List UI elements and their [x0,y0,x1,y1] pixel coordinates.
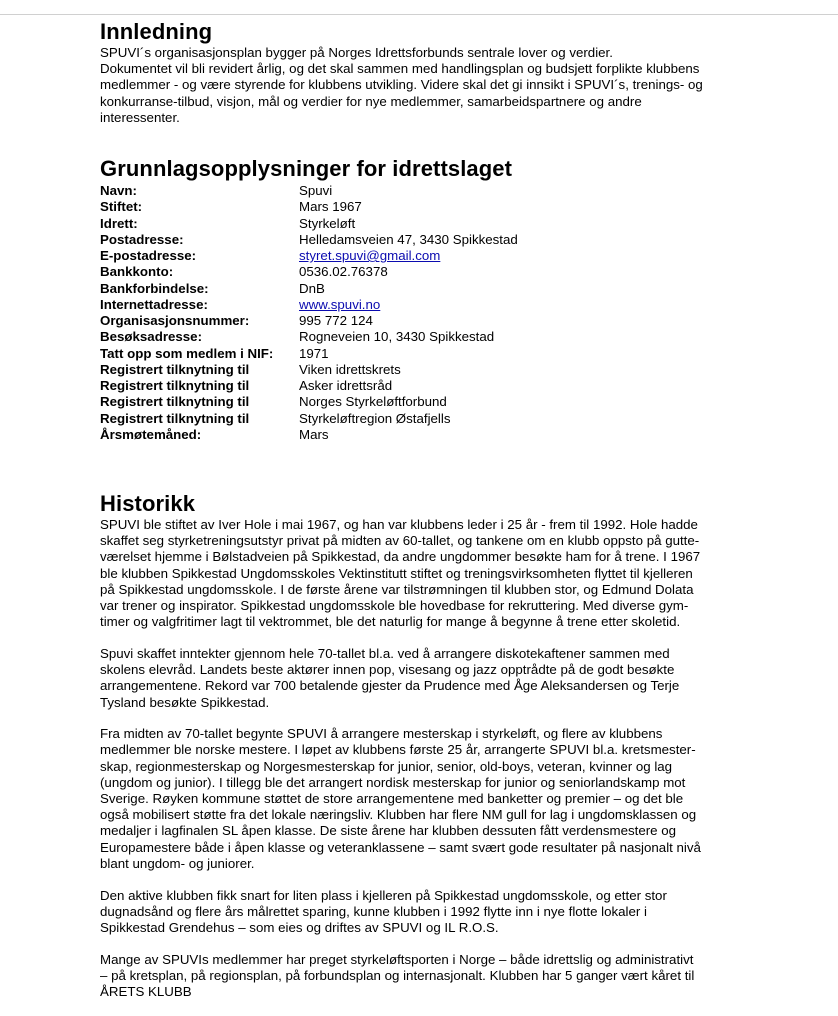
info-label: Bankforbindelse: [100,280,209,296]
section-title-intro: Innledning [100,19,213,44]
info-label: Registrert tilknytning til [100,394,250,410]
intro-line: konkurranse-tilbud, visjon, mål og verdier for nye medlemmer, samarbeidspartnere og andre [100,93,642,109]
info-value: Mars 1967 [299,199,362,215]
history-paragraph [100,888,750,937]
website-link[interactable]: www.spuvi.no [299,296,381,312]
history-line: Mange av SPUVIs medlemmer har preget styrkeløftsporten i Norge – både idrettslig og administrativt [100,951,694,967]
history-line: dugnadsånd og flere års målrettet sparing, kunne klubben i 1992 flytte inn i nye flotte lokaler i [100,903,647,919]
history-paragraph [100,952,750,1001]
info-value: Asker idrettsråd [299,378,393,394]
history-line: medaljer i lagfinalen SL åpen klasse. De siste årene har klubben dessuten fått verdensmestere og [100,823,677,839]
info-row-bank-account [100,264,750,280]
info-label: Internettadresse: [100,296,208,312]
history-line: Den aktive klubben fikk snart for liten plass i kjelleren på Spikkestad ungdomsskole, og etter stor [100,887,667,903]
section-title-info: Grunnlagsopplysninger for idrettslaget [100,156,513,182]
info-value: Norges Styrkeløftforbund [299,394,447,410]
info-label: Navn: [100,183,137,199]
history-paragraph [100,646,750,711]
info-row-annual-meeting [100,427,750,443]
info-value: Styrkeløft [299,215,356,231]
intro-line: SPUVI´s organisasjonsplan bygger på Norges Idrettsforbunds sentrale lover og verdier. [100,45,613,60]
info-label: Stiftet: [100,199,143,215]
section-title-history: Historikk [100,491,196,517]
history-line: Europamestere både i åpen klasse og veteranklassene – samt svært gode resultater på nasjonalt nivå [100,839,701,855]
info-row-affiliation [100,362,750,378]
info-row-name [100,183,750,199]
history-line: Fra midten av 70-tallet begynte SPUVI å arrangere mesterskap i styrkeløft, og flere av klubbens [100,726,663,742]
history-line: skap, regionmesterskap og Norgesmesterskap for junior, senior, old-boys, veteran, kvinner og lag [100,758,673,774]
info-row-bank [100,281,750,297]
history-line: (ungdom og junior). I tillegg ble det arrangert nordisk mesterskap for junior og seniorlandskamp mot [100,774,686,790]
info-label: Registrert tilknytning til [100,410,250,426]
email-link[interactable]: styret.spuvi@gmail.com [299,248,441,264]
history-paragraph [100,726,750,872]
history-line: arrangementene. Rekord var 700 betalende gjester da Prudence med Åge Aleksandersen og Terje [100,678,680,694]
page-top-edge [0,0,838,15]
history-line: ÅRETS KLUBB [100,984,192,1000]
history-body [100,517,750,1000]
info-value: 0536.02.76378 [299,264,388,280]
info-value: Spuvi [299,183,333,199]
history-line: Tysland besøkte Spikkestad. [100,694,270,710]
info-row-affiliation [100,378,750,394]
info-label: Idrett: [100,215,138,231]
history-line: også mobilisert støtte fra det lokale næringsliv. Klubben har flere NM gull for lag i ungdomsklassen og [100,807,697,823]
info-label: Årsmøtemåned: [100,426,202,442]
info-row-org-number [100,313,750,329]
info-label: Registrert tilknytning til [100,361,250,377]
history-line: timer og valgfritimer lagt til vektrommet, ble det naturlig for mange å begynne å trene etter skoletid. [100,614,681,630]
info-value: 1971 [299,345,329,361]
info-value: Helledamsveien 47, 3430 Spikkestad [299,231,518,247]
history-line: blant ungdom- og juniorer. [100,855,255,871]
info-label: Registrert tilknytning til [100,378,250,394]
info-row-website [100,297,750,313]
info-row-email [100,248,750,264]
info-value: Styrkeløftregion Østafjells [299,410,451,426]
info-row-affiliation [100,411,750,427]
history-line: – på kretsplan, på regionsplan, på forbundsplan og internasjonalt. Klubben har 5 ganger vært kåret til [100,967,695,983]
info-value: Viken idrettskrets [299,361,401,377]
intro-line: interessenter. [100,109,180,125]
history-line: medlemmer ble norske mestere. I løpet av klubbens første 25 år, arrangerte SPUVI bl.a. kretsmester- [100,742,696,758]
document-page [100,18,750,1016]
history-line: Spuvi skaffet inntekter gjennom hele 70-tallet bl.a. ved å arrangere diskotekaftener sammen med [100,645,670,661]
info-row-founded [100,199,750,215]
history-line: var trener og inspirator. Spikkestad ungdomsskole ble hovedbase for rekruttering. Med diverse gym- [100,598,689,614]
info-label: Bankkonto: [100,264,174,280]
info-row-postal-address [100,232,750,248]
info-value: DnB [299,280,325,296]
history-line: Spikkestad Grendehus – som eies og driftes av SPUVI og IL R.O.S. [100,919,499,935]
info-table [100,183,750,443]
history-line: SPUVI ble stiftet av Iver Hole i mai 1967, og han var klubbens leder i 25 år - frem til 1992. Hole hadde [100,517,698,533]
info-label: Tatt opp som medlem i NIF: [100,345,274,361]
history-line: skaffet seg styrketreningsutstyr privat på midten av 60-tallet, og tankene om en klubb oppsto på gutte- [100,533,700,549]
history-line: ble klubben Spikkestad Ungdomsskoles Vektinstitutt stiftet og treningsvirksomheten flyttet til kjelleren [100,565,693,581]
info-row-affiliation [100,394,750,410]
history-paragraph [100,517,750,630]
info-label: E-postadresse: [100,248,197,264]
info-label: Organisasjonsnummer: [100,313,250,329]
info-value: Mars [299,426,329,442]
history-line: på Spikkestad ungdomsskole. I de første årene var tilstrømningen til klubben stor, og Edmund Dolata [100,581,694,597]
info-value: 995 772 124 [299,313,373,329]
info-label: Postadresse: [100,231,184,247]
history-line: skolens elevråd. Landets beste aktører innen pop, visesang og jazz opptrådte på de godt besøkte [100,662,675,678]
info-row-sport [100,216,750,232]
history-line: værelset hjemme i Bølstadveien på Spikkestad, da andre ungdommer besøkte ham for å trene. I 1967 [100,549,701,565]
info-value: Rogneveien 10, 3430 Spikkestad [299,329,495,345]
intro-paragraph [100,45,750,126]
history-line: Sverige. Røyken kommune støttet de store arrangementene med banketter og premier – og det ble [100,791,684,807]
info-row-visit-address [100,329,750,345]
intro-line: Dokumentet vil bli revidert årlig, og det skal sammen med handlingsplan og budsjett forplikte klubbens [100,61,700,77]
info-row-nif-member [100,346,750,362]
intro-line: medlemmer - og være styrende for klubbens utvikling. Videre skal det gi innsikt i SPUVI´s, trenings- og [100,77,703,93]
info-label: Besøksadresse: [100,329,203,345]
